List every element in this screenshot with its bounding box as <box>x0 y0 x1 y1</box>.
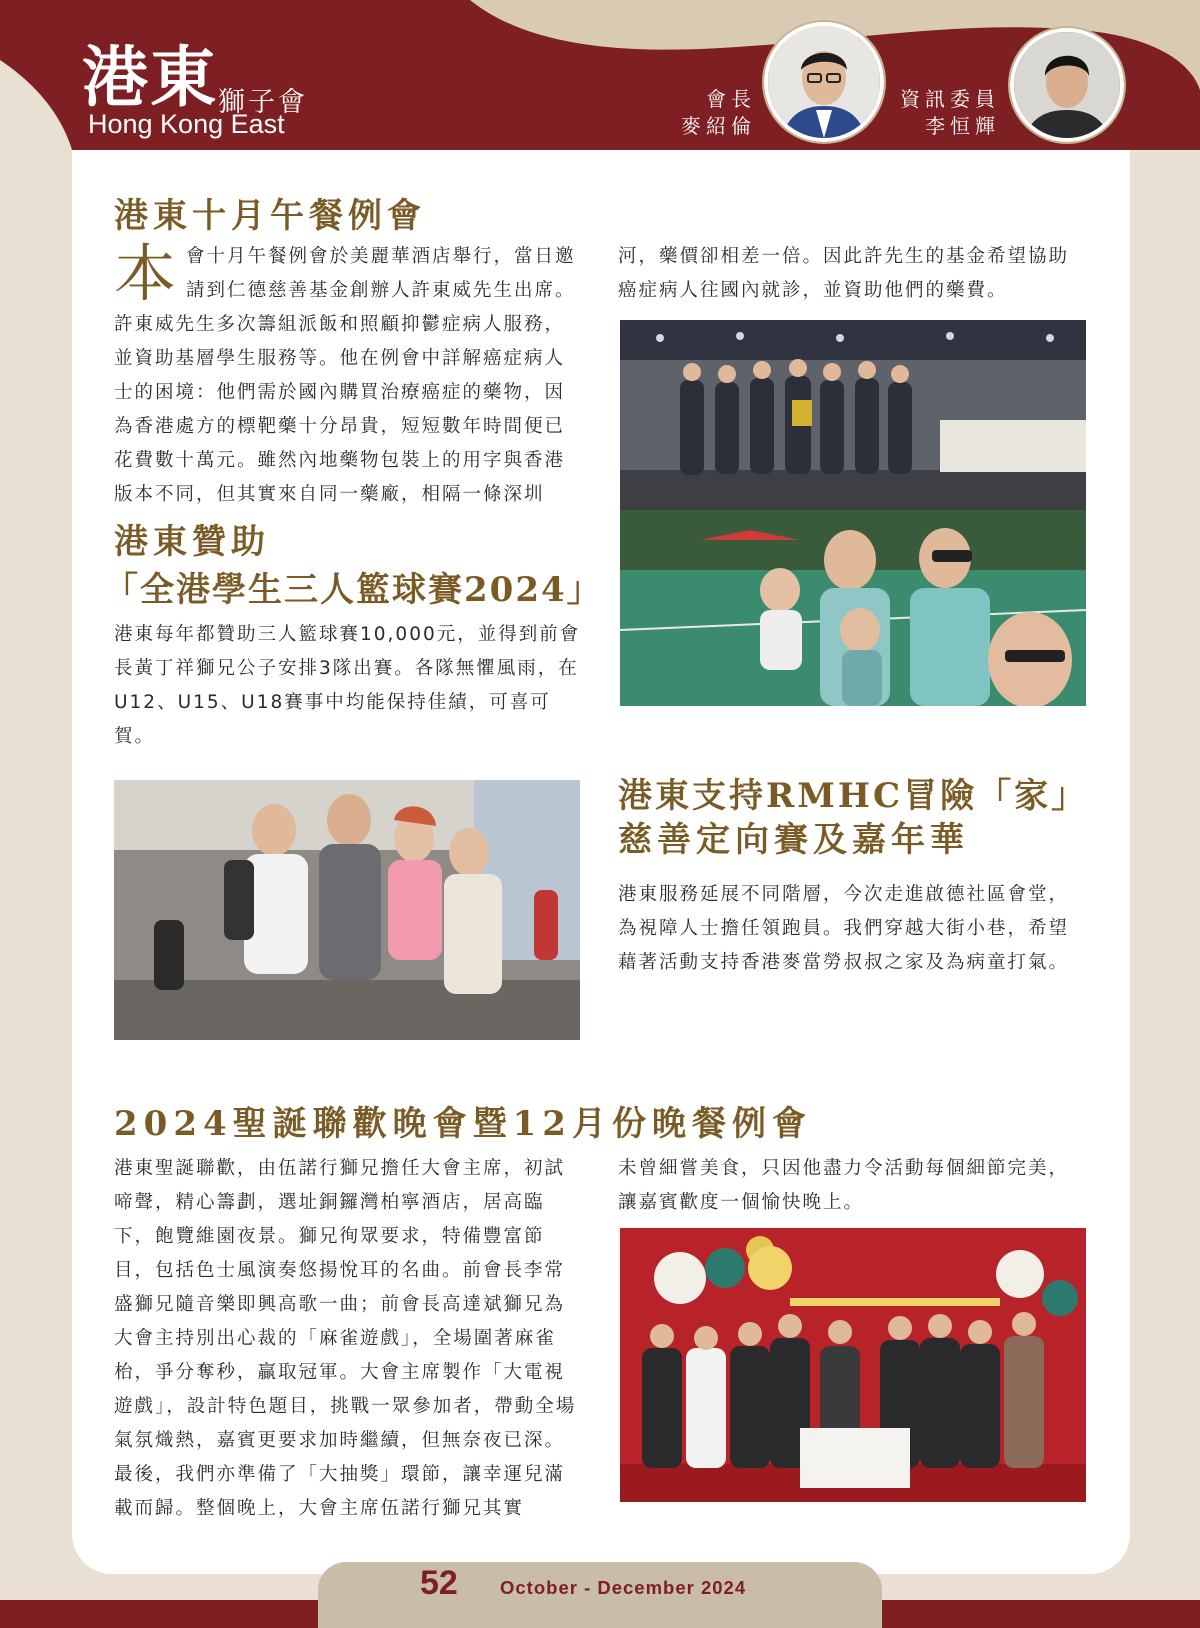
basketball-heading-line2: 「全港學生三人籃球賽2024」 <box>104 570 603 610</box>
president-name: 麥紹倫 <box>681 114 756 138</box>
brand-title-zh: 港東 <box>82 38 218 116</box>
rmhc-body: 港東服務延展不同階層，今次走進啟德社區會堂，為視障人士擔任領跑員。我們穿越大街小巷，希望藉著活動支持香港麥當勞叔叔之家及為病童打氣。 <box>618 884 1070 973</box>
basketball-photo <box>620 510 1086 706</box>
brand-title-en: Hong Kong East <box>88 109 285 139</box>
info-officer-name: 李恒輝 <box>925 114 1000 138</box>
october-meeting-body-right: 河，藥價卻相差一倍。因此許先生的基金希望協助癌症病人往國內就診，並資助他們的藥費。 <box>618 246 1070 301</box>
page-number: 52 <box>420 1564 458 1602</box>
info-officer-credit <box>900 86 1000 140</box>
dropcap: 本 <box>114 237 179 310</box>
october-meeting-photo <box>620 320 1086 510</box>
rmhc-photo <box>114 780 580 1040</box>
issue-date: October - December 2024 <box>500 1577 747 1598</box>
info-officer-portrait <box>1010 28 1124 142</box>
president-credit <box>660 86 756 140</box>
christmas-body-left: 港東聖誕聯歡，由伍諾行獅兄擔任大會主席，初試啼聲，精心籌劃，選址銅鑼灣柏寧酒店，居高臨下，飽覽維園夜景。獅兄徇眾要求，特備豐富節目，包括色士風演奏悠揚悅耳的名曲。前會長李常盛獅兄隨音樂即興高歌一曲；前會長高達斌獅兄為大會主持別出心裁的「麻雀遊戲」，全場圍著麻雀枱，爭分奪秒，贏取冠軍。大會主席製作「大電視遊戲」，設計特色題目，挑戰一眾參加者，帶動全場氣氛熾熱，嘉賓更要求加時繼續，但無奈夜已深。最後，我們亦準備了「大抽獎」環節，讓幸運兒滿載而歸。整個晚上，大會主席伍諾行獅兄其實 <box>114 1158 577 1519</box>
basketball-body: 港東每年都贊助三人籃球賽10,000元，並得到前會長黃丁祥獅兄公子安排3隊出賽。各隊無懼風雨，在U12、U15、U18賽事中均能保持佳績，可喜可賀。 <box>114 624 581 747</box>
october-meeting-body-left <box>114 237 584 512</box>
rmhc-heading-line1: 港東支持RMHC冒險「家」 <box>618 776 1089 816</box>
christmas-photo <box>620 1228 1086 1502</box>
basketball-heading-line1: 港東贊助 <box>114 522 270 562</box>
rmhc-heading-line2: 慈善定向賽及嘉年華 <box>618 820 969 860</box>
christmas-heading: 2024聖誕聯歡晚會暨12月份晚餐例會 <box>114 1104 812 1144</box>
christmas-body-right: 未曾細嘗美食，只因他盡力令活動每個細節完美，讓嘉賓歡度一個愉快晚上。 <box>618 1158 1070 1213</box>
october-meeting-heading: 港東十月午餐例會 <box>114 196 426 236</box>
president-portrait <box>764 22 884 142</box>
president-title: 會長 <box>706 87 756 111</box>
info-officer-title: 資訊委員 <box>900 87 1000 111</box>
brand-subtitle-zh: 獅子會 <box>218 87 308 118</box>
october-meeting-text-left: 會十月午餐例會於美麗華酒店舉行，當日邀請到仁德慈善基金創辦人許東威先生出席。許東威先生多次籌組派飯和照顧抑鬱症病人服務，並資助基層學生服務等。他在例會中詳解癌症病人士的困境：他們需於國內購買治療癌症的藥物，因為香港處方的標靶藥十分昂貴，短短數年時間便已花費數十萬元。雖然內地藥物包裝上的用字與香港版本不同，但其實來自同一藥廠，相隔一條深圳 <box>114 246 576 505</box>
